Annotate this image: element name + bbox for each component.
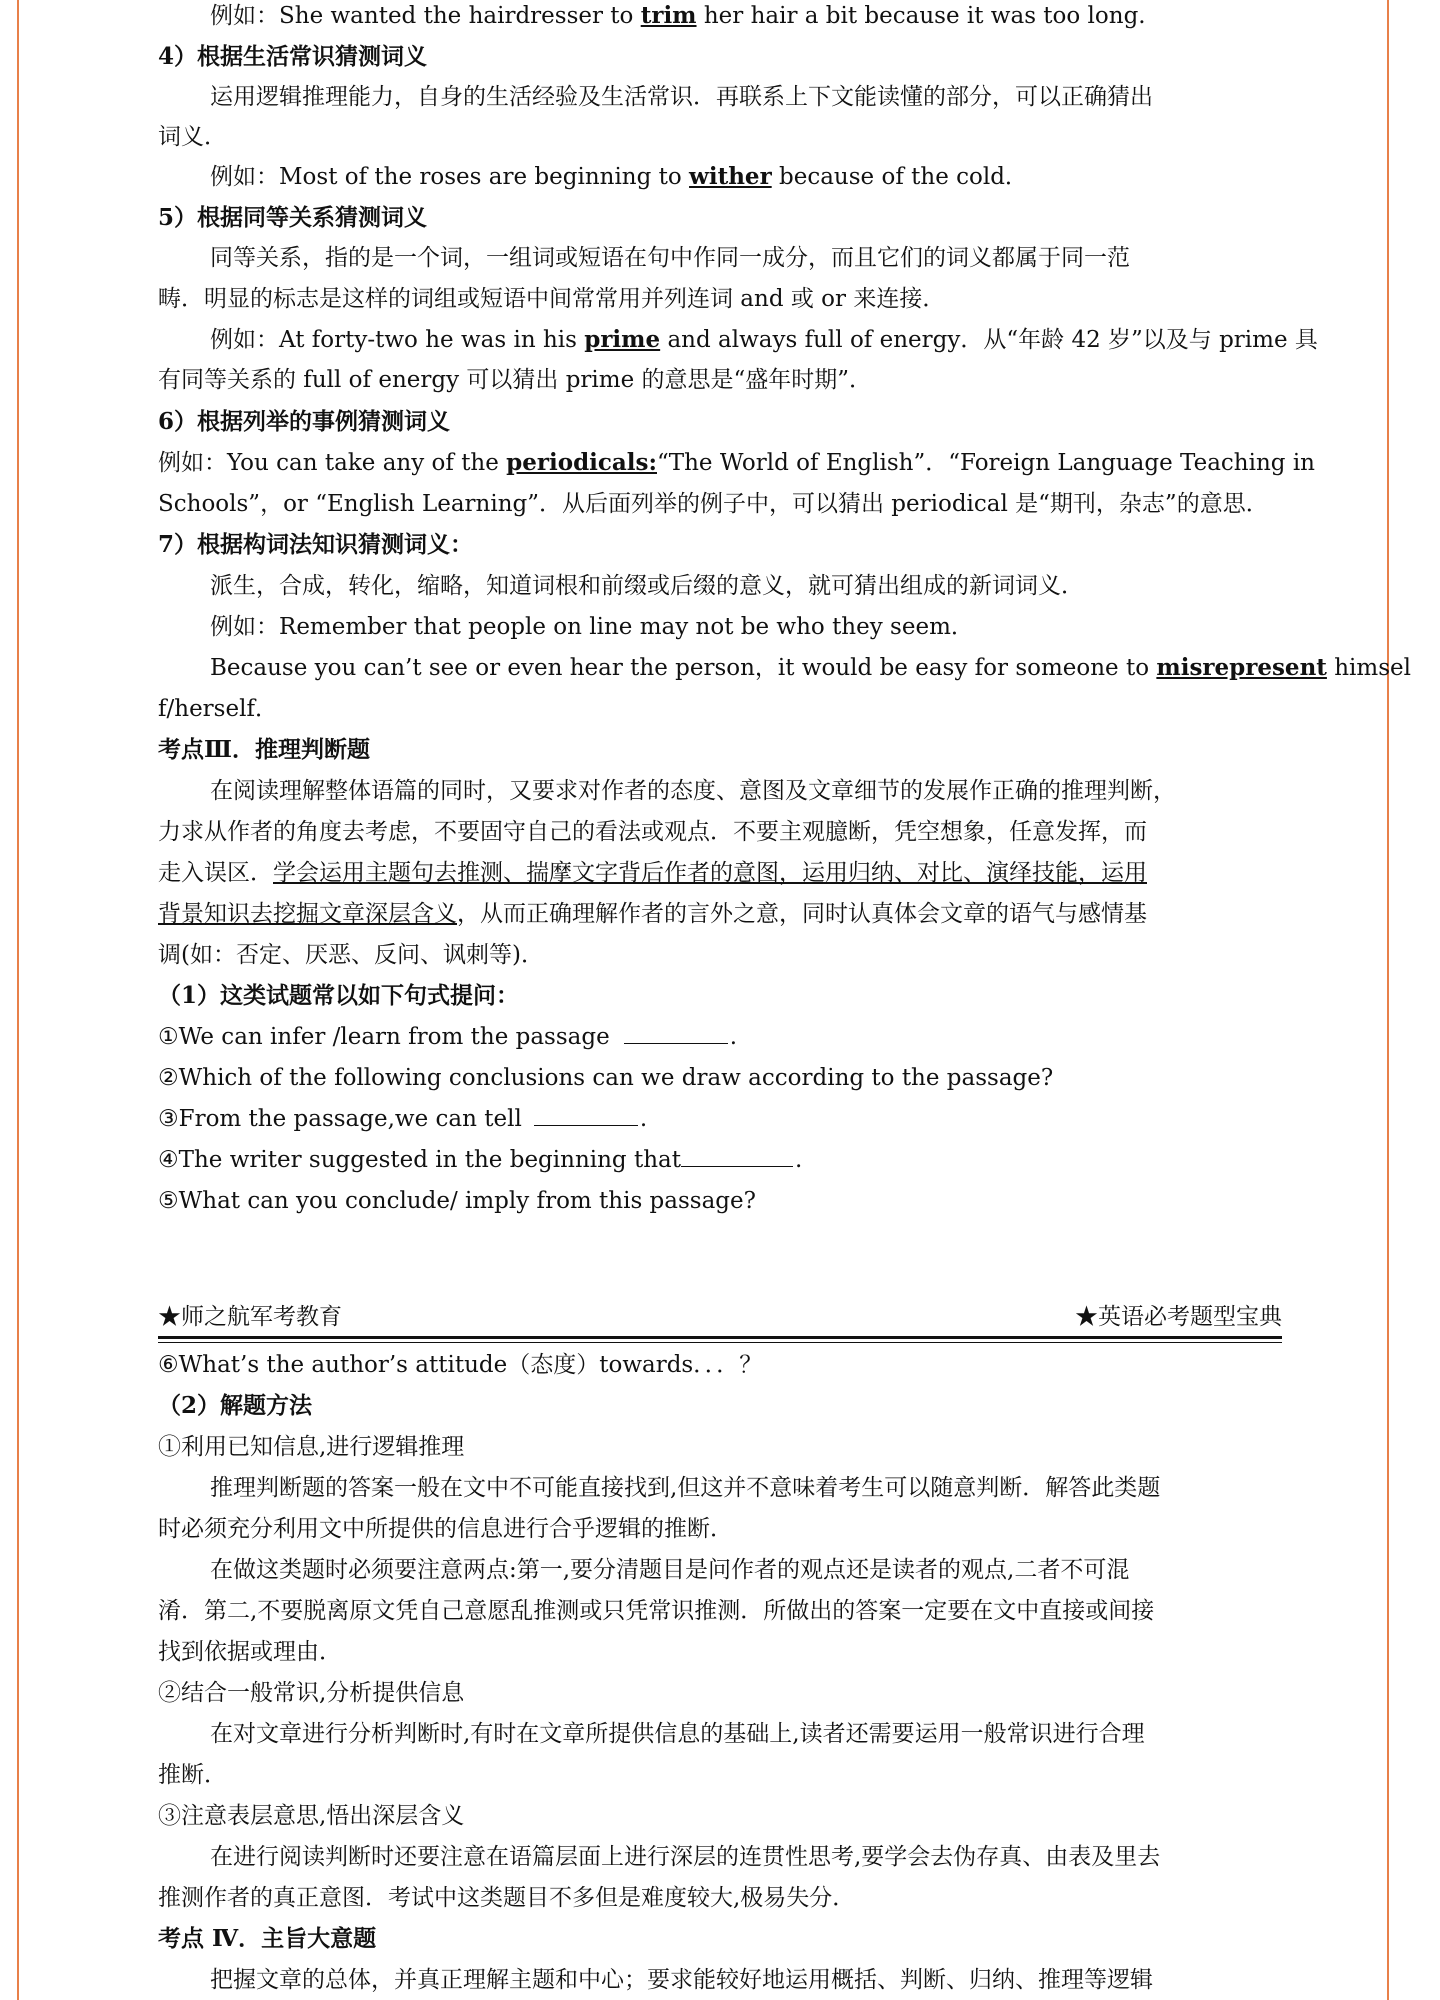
section-4-title: 考点 Ⅳ．主旨大意题 <box>158 1925 377 1952</box>
underlined-method-text-cont: 背景知识去挖掘文章深层含义 <box>158 901 457 927</box>
answer-blank <box>534 1107 638 1126</box>
method-3-line1: 在进行阅读判断时还要注意在语篇层面上进行深层的连贯性思考,要学会去伪存真、由表及里去 <box>210 1844 1161 1870</box>
paragraph-4-line2: 词义． <box>158 124 227 150</box>
footer-left-brand: ★师之航军考教育 <box>158 1304 342 1330</box>
method-3-title: ③注意表层意思,悟出深层含义 <box>158 1803 465 1829</box>
example-misrepresent-line2: f/herself． <box>158 696 278 722</box>
keyword-prime: prime <box>584 326 661 353</box>
paragraph-4-line1: 运用逻辑推理能力，自身的生活经验及生活常识．再联系上下文能读懂的部分，可以正确猜出 <box>210 84 1153 110</box>
example-wither: 例如：Most of the roses are beginning to wither because of the cold． <box>210 163 1028 190</box>
question-form-6: ⑥What’s the author’s attitude（态度）towards．．．？ <box>158 1352 763 1378</box>
section-3-para-line2: 力求从作者的角度去考虑，不要固守自己的看法或观点．不要主观臆断，凭空想象，任意发挥，而 <box>158 819 1147 845</box>
example-prime-line2: 有同等关系的 full of energy 可以猜出 prime 的意思是“盛年时期”． <box>158 367 873 393</box>
section-3-para-line3: 走入误区．学会运用主题句去推测、揣摩文字背后作者的意图，运用归纳、对比、演绎技能，运用 <box>158 860 1147 886</box>
method-1-line4: 淆．第二,不要脱离原文凭自己意愿乱推测或只凭常识推测．所做出的答案一定要在文中直接或间接 <box>158 1598 1155 1624</box>
keyword-trim: trim <box>640 2 697 29</box>
example-prime: 例如：At forty-two he was in his prime and always full of energy．从“年龄 42 岁”以及与 prime 具 <box>210 326 1318 353</box>
answer-blank <box>681 1148 793 1167</box>
question-form-1: ①We can infer /learn from the passage . <box>158 1024 738 1050</box>
method-2-line2: 推断． <box>158 1762 227 1788</box>
example-periodical-line2: Schools”，or “English Learning”．从后面列举的例子中，可以猜出 periodical 是“期刊，杂志”的意思． <box>158 491 1269 517</box>
section-3-para-line4: 背景知识去挖掘文章深层含义，从而正确理解作者的言外之意，同时认真体会文章的语气与感情基 <box>158 901 1147 927</box>
example-online: 例如：Remember that people on line may not be who they seem． <box>210 614 974 640</box>
method-1-line2: 时必须充分利用文中所提供的信息进行合乎逻辑的推断． <box>158 1516 733 1542</box>
method-3-line2: 推测作者的真正意图．考试中这类题目不多但是难度较大,极易失分． <box>158 1885 856 1911</box>
left-page-border <box>17 0 19 2000</box>
example-trim: 例如：She wanted the hairdresser to trim her hair a bit because it was too long. <box>210 2 1146 29</box>
heading-5: 5）根据同等关系猜测词义 <box>158 204 428 231</box>
subheading-solving-methods: （2）解题方法 <box>158 1392 313 1419</box>
method-1-line1: 推理判断题的答案一般在文中不可能直接找到,但这并不意味着考生可以随意判断．解答此类题 <box>210 1475 1161 1501</box>
heading-6: 6）根据列举的事例猜测词义 <box>158 408 451 435</box>
method-1-line3: 在做这类题时必须要注意两点:第一,要分清题目是问作者的观点还是读者的观点,二者不可混 <box>210 1557 1130 1583</box>
section-4-para-line1: 把握文章的总体，并真正理解主题和中心；要求能较好地运用概括、判断、归纳、推理等逻辑 <box>210 1967 1153 1993</box>
paragraph-5-line1: 同等关系，指的是一个词，一组词或短语在句中作同一成分，而且它们的词义都属于同一范 <box>210 245 1130 271</box>
underlined-method-text: 学会运用主题句去推测、揣摩文字背后作者的意图，运用归纳、对比、演绎技能，运用 <box>273 860 1147 886</box>
paragraph-7: 派生，合成，转化，缩略，知道词根和前缀或后缀的意义，就可猜出组成的新词词义． <box>210 573 1084 599</box>
question-form-3: ③From the passage,we can tell . <box>158 1106 648 1132</box>
heading-7: 7）根据构词法知识猜测词义： <box>158 531 474 558</box>
method-1-title: ①利用已知信息,进行逻辑推理 <box>158 1434 465 1460</box>
right-page-border <box>1387 0 1389 2000</box>
question-form-4: ④The writer suggested in the beginning that . <box>158 1147 803 1173</box>
question-form-5: ⑤What can you conclude/ imply from this passage? <box>158 1188 756 1214</box>
keyword-misrepresent: misrepresent <box>1156 654 1327 681</box>
section-3-para-line5: 调(如：否定、厌恶、反问、讽刺等)． <box>158 942 544 968</box>
method-2-line1: 在对文章进行分析判断时,有时在文章所提供信息的基础上,读者还需要运用一般常识进行合理 <box>210 1721 1145 1747</box>
question-form-2: ②Which of the following conclusions can we draw according to the passage? <box>158 1065 1054 1091</box>
footer-right-title: ★英语必考题型宝典 <box>1075 1304 1282 1330</box>
example-periodical: 例如：You can take any of the periodicals:“The World of English”．“Foreign Language Teaching in <box>158 449 1315 476</box>
paragraph-5-line2: 畴．明显的标志是这样的词组或短语中间常常用并列连词 and 或 or 来连接． <box>158 286 946 312</box>
keyword-wither: wither <box>689 163 772 190</box>
method-2-title: ②结合一般常识,分析提供信息 <box>158 1680 465 1706</box>
answer-blank <box>624 1025 728 1044</box>
section-3-para-line1: 在阅读理解整体语篇的同时，又要求对作者的态度、意图及文章细节的发展作正确的推理判断， <box>210 778 1176 804</box>
page-footer <box>158 1297 1282 1337</box>
footer-rule-thick <box>158 1336 1282 1339</box>
subheading-question-forms: （1）这类试题常以如下句式提问： <box>158 982 520 1009</box>
example-misrepresent: Because you can’t see or even hear the person，it would be easy for someone to misrepresent himsel <box>210 654 1411 681</box>
method-1-line5: 找到依据或理由． <box>158 1639 342 1665</box>
section-3-title: 考点Ⅲ．推理判断题 <box>158 736 371 763</box>
heading-4: 4）根据生活常识猜测词义 <box>158 43 428 70</box>
footer-rule-thin <box>158 1342 1282 1343</box>
keyword-periodicals: periodicals: <box>506 449 657 476</box>
